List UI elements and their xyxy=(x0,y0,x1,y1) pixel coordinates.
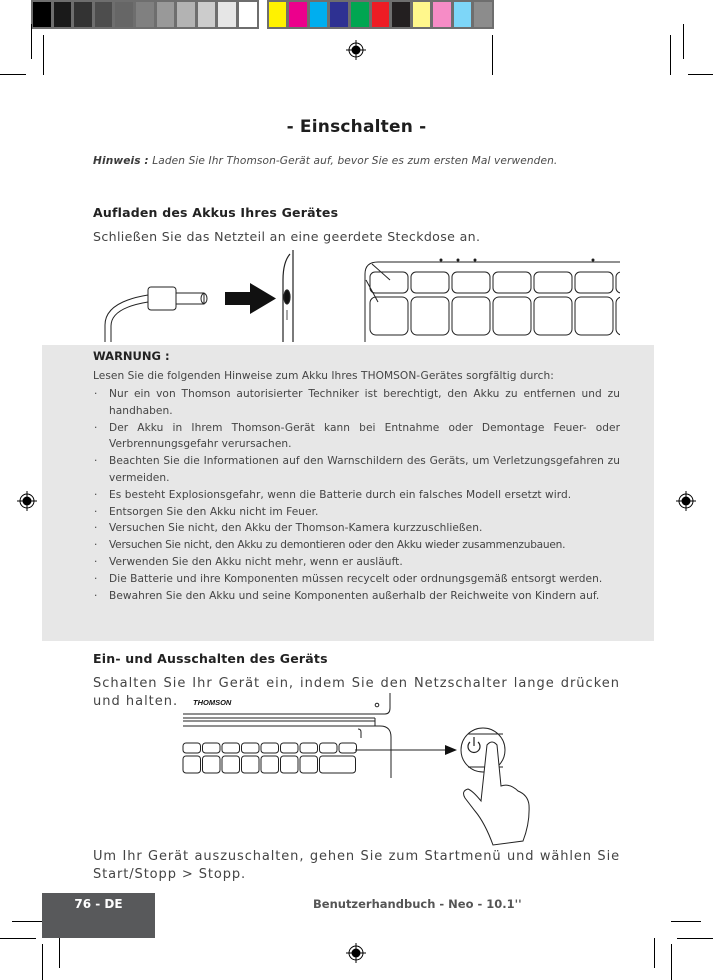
page-number-box xyxy=(42,893,155,938)
registration-mark-icon xyxy=(16,490,38,512)
color-swatch xyxy=(136,2,154,27)
grayscale-swatches xyxy=(31,0,259,29)
crop-mark xyxy=(42,944,43,980)
crop-mark xyxy=(683,24,684,59)
arrow-right-icon xyxy=(445,745,457,755)
color-swatch xyxy=(310,2,328,27)
section-heading-power: Ein- und Ausschalten des Geräts xyxy=(93,651,328,666)
section-heading-charging: Aufladen des Akkus Ihres Gerätes xyxy=(93,205,339,220)
warning-item: · Die Batterie und ihre Komponenten müssen recycelt oder ordnungsgemäß entsorgt werden. xyxy=(94,572,603,585)
finger-press-icon xyxy=(464,742,530,845)
warning-item: · Es besteht Explosionsgefahr, wenn die Batterie durch ein falsches Modell ersetzt wird. xyxy=(94,488,572,501)
charging-illustration xyxy=(100,250,620,342)
color-swatch xyxy=(372,2,390,27)
color-swatch xyxy=(54,2,72,27)
warning-item: · Bewahren Sie den Akku und seine Komponenten außerhalb der Reichweite von Kindern auf. xyxy=(94,589,600,602)
color-swatch xyxy=(474,2,492,27)
warning-intro: Lesen Sie die folgenden Hinweise zum Akku Ihres THOMSON-Gerätes sorgfältig durch: xyxy=(93,370,554,382)
crop-mark xyxy=(654,938,655,968)
color-swatch xyxy=(239,2,257,27)
warning-item: · Versuchen Sie nicht, den Akku der Thomson-Kamera kurzzuschließen. xyxy=(94,522,483,535)
warning-box xyxy=(42,345,654,641)
arrow-right-icon xyxy=(225,283,276,314)
color-swatch xyxy=(218,2,236,27)
print-color-bar xyxy=(31,0,494,29)
power-off-instruction: Um Ihr Gerät auszuschalten, gehen Sie zum Startmenü und wählen Sie Start/Stopp > Stopp. xyxy=(93,849,620,882)
crop-mark xyxy=(677,938,713,939)
crop-mark xyxy=(31,24,32,59)
color-swatch xyxy=(433,2,451,27)
power-cable-icon xyxy=(105,287,207,342)
warning-item: · Entsorgen Sie den Akku nicht im Feuer. xyxy=(94,505,319,518)
color-swatch xyxy=(74,2,92,27)
crop-mark xyxy=(671,944,672,980)
color-swatch xyxy=(269,2,287,27)
warning-list xyxy=(93,386,620,604)
power-button-illustration xyxy=(175,693,535,853)
crop-mark xyxy=(12,921,42,922)
keyboard-icon xyxy=(365,259,620,342)
warning-title: WARNUNG : xyxy=(93,349,170,363)
crop-mark xyxy=(671,921,701,922)
color-swatches xyxy=(267,0,495,29)
color-swatch xyxy=(198,2,216,27)
registration-mark-icon xyxy=(675,490,697,512)
note-text: Laden Sie Ihr Thomson-Gerät auf, bevor Sie es zum ersten Mal verwenden. xyxy=(148,155,558,167)
color-swatch xyxy=(157,2,175,27)
manual-title: Benutzerhandbuch - Neo - 10.1'' xyxy=(313,897,522,911)
page-number: 76 - DE xyxy=(74,897,123,911)
crop-mark xyxy=(688,74,713,75)
color-swatch xyxy=(289,2,307,27)
warning-item: · Verwenden Sie den Akku nicht mehr, wenn er ausläuft. xyxy=(94,555,403,568)
color-swatch xyxy=(330,2,348,27)
thomson-logo: THOMSON xyxy=(193,698,232,707)
charging-instruction: Schließen Sie das Netzteil an eine geerdete Steckdose an. xyxy=(93,229,481,244)
crop-mark xyxy=(670,35,671,75)
crop-mark xyxy=(43,35,44,75)
color-swatch xyxy=(115,2,133,27)
color-swatch xyxy=(392,2,410,27)
crop-mark xyxy=(0,938,36,939)
crop-mark xyxy=(492,35,493,75)
warning-item: · Versuchen Sie nicht, den Akku zu demontieren oder den Akku wieder zusammenzubauen. xyxy=(94,539,566,552)
color-swatch xyxy=(351,2,369,27)
color-swatch xyxy=(33,2,51,27)
warning-item: · Nur ein von Thomson autorisierter Techniker ist berechtigt, den Akku zu entfernen und zu handhaben. xyxy=(94,388,620,417)
color-swatch xyxy=(454,2,472,27)
color-swatch xyxy=(177,2,195,27)
note xyxy=(93,155,557,167)
warning-item: · Der Akku in Ihrem Thomson-Gerät kann bei Entnahme oder Demontage Feuer- oder Verbrennungsgefahr verursachen. xyxy=(94,421,620,451)
warning-item: · Beachten Sie die Informationen auf den Warnschildern des Geräts, um Verletzungsgefahren zu vermeiden. xyxy=(94,455,620,484)
registration-mark-icon xyxy=(345,39,367,61)
tablet-side-icon xyxy=(283,250,293,342)
crop-mark xyxy=(0,74,26,75)
page-title: - Einschalten - xyxy=(286,117,427,137)
color-swatch xyxy=(413,2,431,27)
power-on-instruction: Schalten Sie Ihr Gerät ein, indem Sie den Netzschalter lange drücken und halten. xyxy=(93,676,620,709)
color-swatch xyxy=(95,2,113,27)
crop-mark xyxy=(59,938,60,968)
registration-mark-icon xyxy=(345,942,367,964)
note-label: Hinweis : xyxy=(93,155,149,167)
